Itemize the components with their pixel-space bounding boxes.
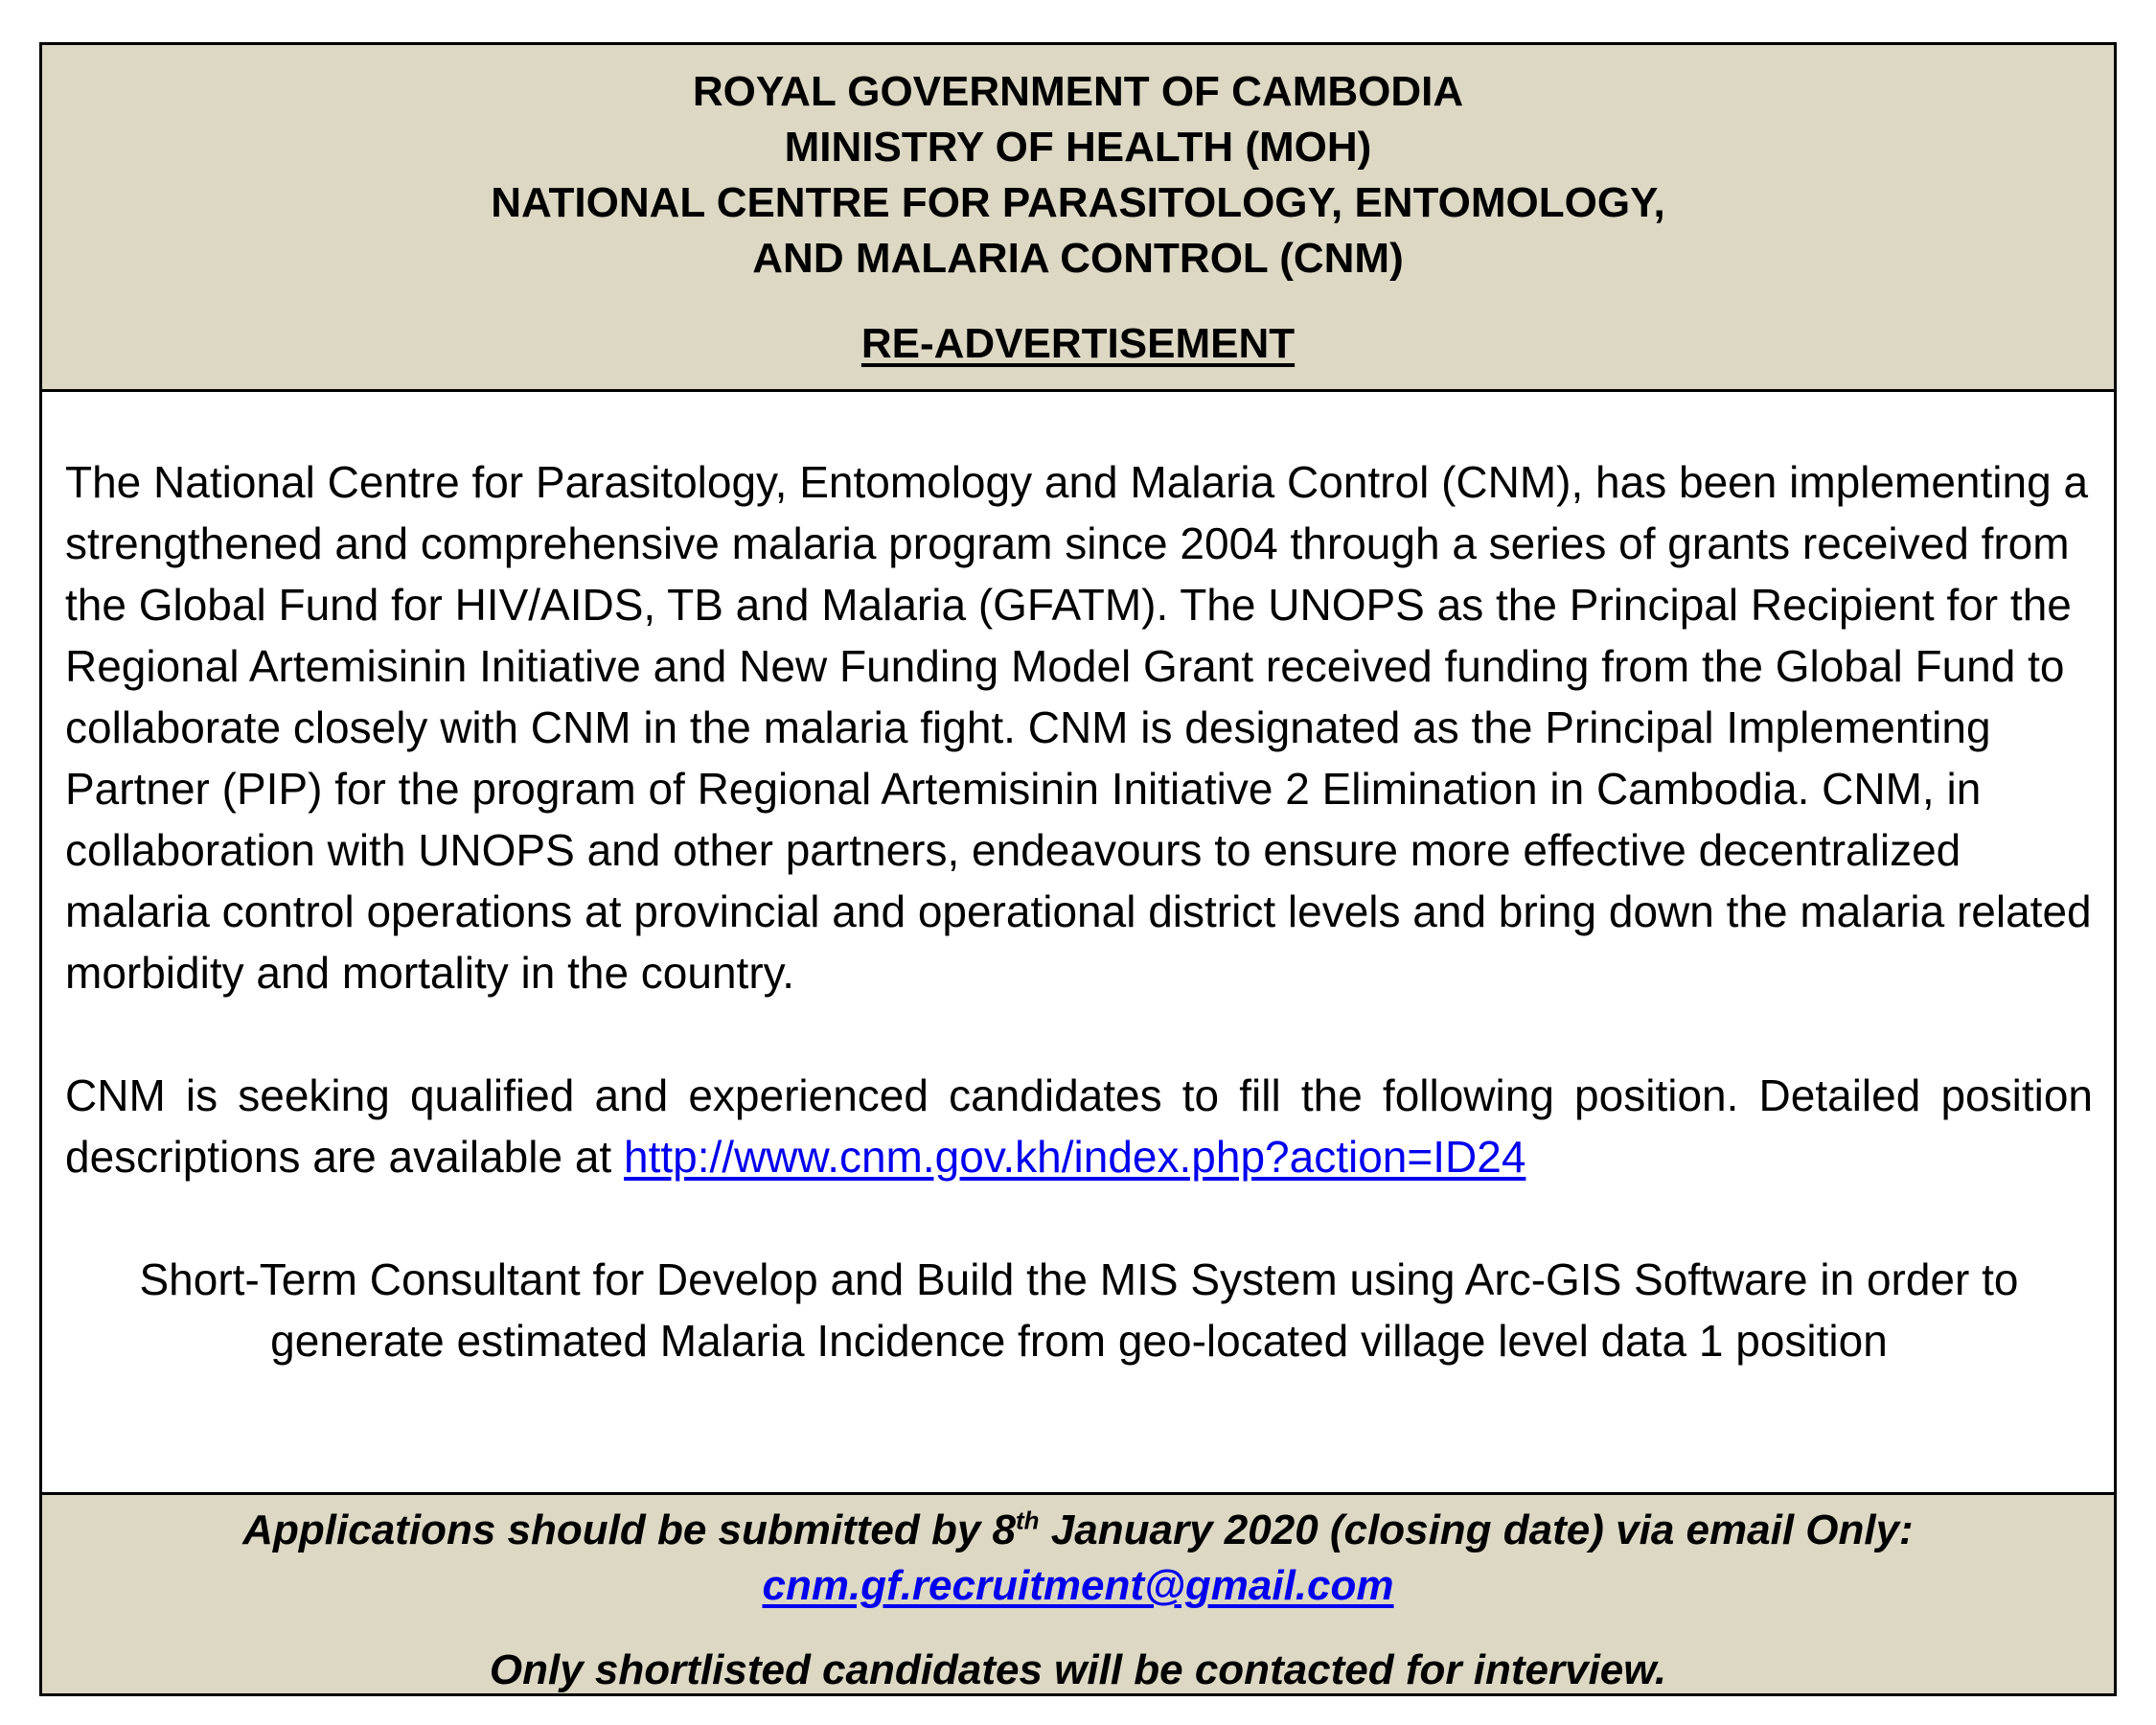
deadline-ordinal: th xyxy=(1016,1506,1040,1535)
page-title: RE-ADVERTISEMENT xyxy=(860,320,1296,367)
intro-paragraph: The National Centre for Parasitology, Entomology and Malaria Control (CNM), has been implementing a strengthened and comprehensive malaria program since 2004 through a series of grants received from the Global Fund for HIV/AIDS, TB and Malaria (GFATM). The UNOPS as the Principal Recipient for the Regional Artemisinin Initiative and New Funding Model Grant received funding from the Global Fund to collaborate closely with CNM in the malaria fight. CNM is designated as the Principal Implementing Partner (PIP) for the program of Regional Artemisinin Initiative 2 Elimination in Cambodia. CNM, in collaboration with UNOPS and other partners, endeavours to ensure more effective decentralized malaria control operations at provincial and operational district levels and bring down the malaria related morbidity and mortality in the country. xyxy=(65,457,2092,998)
deadline-suffix: January 2020 (closing date) via email Only: xyxy=(1050,1506,1914,1553)
advertisement-frame xyxy=(39,42,2117,1696)
deadline-line xyxy=(42,1503,2114,1558)
shortlist-note: Only shortlisted candidates will be contacted for interview. xyxy=(489,1646,1667,1693)
position-descriptions-link[interactable]: http://www.cnm.gov.kh/index.php?action=ID24 xyxy=(624,1132,1526,1182)
header-line-government: ROYAL GOVERNMENT OF CAMBODIA xyxy=(692,68,1464,115)
advertisement-body xyxy=(42,392,2114,1492)
header-panel xyxy=(42,45,2114,392)
header-line-ministry: MINISTRY OF HEALTH (MOH) xyxy=(784,124,1372,171)
footer-panel xyxy=(42,1492,2114,1693)
seeking-text: CNM is seeking qualified and experienced candidates to fill the following position. Detailed position descriptions are available at xyxy=(65,1070,2093,1182)
email-line xyxy=(42,1558,2114,1614)
position-title: Short-Term Consultant for Develop and Build the MIS System using Arc-GIS Software in order to generate estimated Malaria Incidence from geo-located village level data 1 position xyxy=(139,1254,2019,1366)
recruitment-email-link[interactable]: cnm.gf.recruitment@gmail.com xyxy=(762,1562,1394,1609)
seeking-paragraph xyxy=(65,1065,2093,1187)
header-line-centre: NATIONAL CENTRE FOR PARASITOLOGY, ENTOMOLOGY, xyxy=(491,179,1665,226)
header-line-centre-cont: AND MALARIA CONTROL (CNM) xyxy=(752,235,1404,282)
deadline-prefix: Applications should be submitted by 8 xyxy=(242,1506,1017,1553)
